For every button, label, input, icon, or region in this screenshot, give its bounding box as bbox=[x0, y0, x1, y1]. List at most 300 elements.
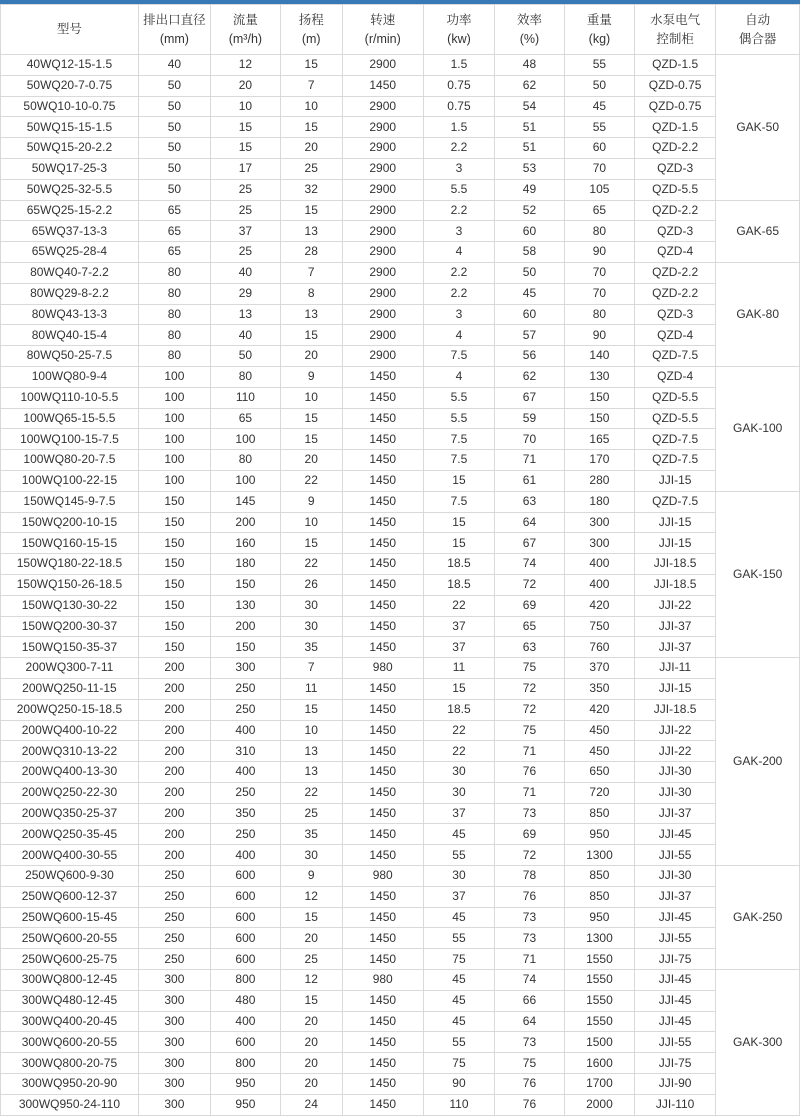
table-row bbox=[1, 429, 800, 450]
value-cell: 600 bbox=[210, 866, 280, 887]
table-row bbox=[1, 75, 800, 96]
value-cell: 64 bbox=[494, 1011, 564, 1032]
value-cell: 76 bbox=[494, 762, 564, 783]
value-cell: 15 bbox=[423, 470, 494, 491]
value-cell: 25 bbox=[280, 803, 342, 824]
value-cell: 73 bbox=[494, 1032, 564, 1053]
value-cell: QZD-7.5 bbox=[634, 491, 715, 512]
value-cell: 400 bbox=[210, 720, 280, 741]
table-row bbox=[1, 96, 800, 117]
value-cell: 1550 bbox=[564, 1011, 634, 1032]
value-cell: 76 bbox=[494, 1074, 564, 1095]
value-cell: 400 bbox=[210, 762, 280, 783]
value-cell: 80 bbox=[564, 304, 634, 325]
value-cell: 7.5 bbox=[423, 429, 494, 450]
value-cell: 100 bbox=[138, 470, 210, 491]
value-cell: 5.5 bbox=[423, 408, 494, 429]
value-cell: 50 bbox=[210, 346, 280, 367]
value-cell: 300 bbox=[138, 1032, 210, 1053]
model-cell: 250WQ600-9-30 bbox=[1, 866, 139, 887]
model-cell: 300WQ950-20-90 bbox=[1, 1074, 139, 1095]
value-cell: 400 bbox=[210, 1011, 280, 1032]
value-cell: 75 bbox=[494, 658, 564, 679]
column-label: 流量 bbox=[232, 13, 258, 28]
model-cell: 300WQ800-20-75 bbox=[1, 1053, 139, 1074]
value-cell: 50 bbox=[138, 158, 210, 179]
table-row bbox=[1, 949, 800, 970]
value-cell: 9 bbox=[280, 866, 342, 887]
table-row bbox=[1, 658, 800, 679]
value-cell: 15 bbox=[423, 533, 494, 554]
column-label: 排出口直径 bbox=[143, 13, 206, 28]
value-cell: 1450 bbox=[342, 75, 423, 96]
value-cell: 58 bbox=[494, 242, 564, 263]
value-cell: 28 bbox=[280, 242, 342, 263]
model-cell: 200WQ400-30-55 bbox=[1, 845, 139, 866]
value-cell: QZD-5.5 bbox=[634, 387, 715, 408]
value-cell: 950 bbox=[564, 907, 634, 928]
value-cell: 62 bbox=[494, 366, 564, 387]
table-row bbox=[1, 782, 800, 803]
value-cell: 200 bbox=[138, 678, 210, 699]
table-row bbox=[1, 845, 800, 866]
value-cell: 200 bbox=[210, 616, 280, 637]
column-label: 转速 bbox=[370, 13, 396, 28]
model-cell: 100WQ80-20-7.5 bbox=[1, 450, 139, 471]
value-cell: 2900 bbox=[342, 304, 423, 325]
column-unit: (kg) bbox=[588, 31, 611, 46]
table-row bbox=[1, 616, 800, 637]
value-cell: 2900 bbox=[342, 325, 423, 346]
value-cell: 130 bbox=[564, 366, 634, 387]
value-cell: 20 bbox=[280, 1053, 342, 1074]
value-cell: 250 bbox=[138, 866, 210, 887]
value-cell: 9 bbox=[280, 491, 342, 512]
value-cell: 75 bbox=[494, 720, 564, 741]
value-cell: 50 bbox=[138, 179, 210, 200]
value-cell: 150 bbox=[564, 408, 634, 429]
value-cell: JJI-55 bbox=[634, 845, 715, 866]
value-cell: 61 bbox=[494, 470, 564, 491]
value-cell: 72 bbox=[494, 678, 564, 699]
value-cell: 160 bbox=[210, 533, 280, 554]
value-cell: 15 bbox=[210, 138, 280, 159]
value-cell: 150 bbox=[138, 616, 210, 637]
value-cell: 1450 bbox=[342, 720, 423, 741]
value-cell: 1450 bbox=[342, 1011, 423, 1032]
value-cell: 78 bbox=[494, 866, 564, 887]
model-cell: 100WQ100-15-7.5 bbox=[1, 429, 139, 450]
value-cell: 0.75 bbox=[423, 75, 494, 96]
value-cell: 71 bbox=[494, 741, 564, 762]
value-cell: 90 bbox=[423, 1074, 494, 1095]
column-header-coupler bbox=[716, 5, 800, 55]
value-cell: 22 bbox=[280, 554, 342, 575]
table-row bbox=[1, 138, 800, 159]
value-cell: QZD-2.2 bbox=[634, 200, 715, 221]
table-row bbox=[1, 762, 800, 783]
value-cell: 45 bbox=[423, 907, 494, 928]
value-cell: 7 bbox=[280, 75, 342, 96]
coupler-group-cell: GAK-300 bbox=[716, 970, 800, 1116]
value-cell: 40 bbox=[210, 325, 280, 346]
value-cell: 22 bbox=[280, 782, 342, 803]
value-cell: 37 bbox=[210, 221, 280, 242]
value-cell: 850 bbox=[564, 803, 634, 824]
value-cell: JJI-45 bbox=[634, 1011, 715, 1032]
value-cell: 100 bbox=[138, 366, 210, 387]
value-cell: 15 bbox=[280, 990, 342, 1011]
value-cell: 18.5 bbox=[423, 554, 494, 575]
value-cell: 1450 bbox=[342, 678, 423, 699]
table-row bbox=[1, 970, 800, 991]
value-cell: JJI-55 bbox=[634, 1032, 715, 1053]
value-cell: 1450 bbox=[342, 429, 423, 450]
value-cell: 300 bbox=[138, 1011, 210, 1032]
value-cell: 15 bbox=[280, 408, 342, 429]
value-cell: 3 bbox=[423, 304, 494, 325]
value-cell: 20 bbox=[210, 75, 280, 96]
value-cell: 2900 bbox=[342, 179, 423, 200]
value-cell: 18.5 bbox=[423, 699, 494, 720]
model-cell: 100WQ65-15-5.5 bbox=[1, 408, 139, 429]
value-cell: 4 bbox=[423, 366, 494, 387]
value-cell: 76 bbox=[494, 886, 564, 907]
value-cell: QZD-4 bbox=[634, 242, 715, 263]
value-cell: 10 bbox=[280, 387, 342, 408]
column-label: 水泵电气 bbox=[650, 13, 701, 28]
value-cell: QZD-2.2 bbox=[634, 262, 715, 283]
value-cell: 200 bbox=[138, 741, 210, 762]
value-cell: 66 bbox=[494, 990, 564, 1011]
value-cell: 760 bbox=[564, 637, 634, 658]
value-cell: 1450 bbox=[342, 595, 423, 616]
value-cell: 250 bbox=[138, 907, 210, 928]
model-cell: 300WQ480-12-45 bbox=[1, 990, 139, 1011]
value-cell: 70 bbox=[564, 283, 634, 304]
column-unit: (r/min) bbox=[364, 31, 401, 46]
value-cell: 1300 bbox=[564, 928, 634, 949]
value-cell: 45 bbox=[564, 96, 634, 117]
value-cell: 22 bbox=[280, 470, 342, 491]
value-cell: 1450 bbox=[342, 574, 423, 595]
model-cell: 150WQ180-22-18.5 bbox=[1, 554, 139, 575]
value-cell: 800 bbox=[210, 970, 280, 991]
value-cell: QZD-7.5 bbox=[634, 450, 715, 471]
table-row bbox=[1, 408, 800, 429]
table-row bbox=[1, 990, 800, 1011]
value-cell: 100 bbox=[138, 408, 210, 429]
table-row bbox=[1, 242, 800, 263]
value-cell: QZD-5.5 bbox=[634, 408, 715, 429]
value-cell: 400 bbox=[564, 554, 634, 575]
value-cell: 1450 bbox=[342, 741, 423, 762]
model-cell: 300WQ400-20-45 bbox=[1, 1011, 139, 1032]
column-header-control_cabinet bbox=[634, 5, 715, 55]
value-cell: 250 bbox=[210, 782, 280, 803]
value-cell: 74 bbox=[494, 970, 564, 991]
table-body bbox=[1, 55, 800, 1116]
value-cell: 65 bbox=[564, 200, 634, 221]
column-label: 扬程 bbox=[298, 13, 324, 28]
value-cell: 420 bbox=[564, 595, 634, 616]
value-cell: 450 bbox=[564, 741, 634, 762]
table-row bbox=[1, 720, 800, 741]
value-cell: 100 bbox=[210, 470, 280, 491]
value-cell: 1450 bbox=[342, 450, 423, 471]
value-cell: 1450 bbox=[342, 886, 423, 907]
value-cell: 150 bbox=[138, 491, 210, 512]
value-cell: 200 bbox=[138, 720, 210, 741]
table-row bbox=[1, 1011, 800, 1032]
value-cell: 25 bbox=[280, 158, 342, 179]
value-cell: JJI-15 bbox=[634, 512, 715, 533]
model-cell: 150WQ150-35-37 bbox=[1, 637, 139, 658]
value-cell: 300 bbox=[138, 1053, 210, 1074]
table-row bbox=[1, 221, 800, 242]
value-cell: 150 bbox=[210, 574, 280, 595]
value-cell: 50 bbox=[138, 96, 210, 117]
value-cell: 350 bbox=[210, 803, 280, 824]
value-cell: 37 bbox=[423, 637, 494, 658]
value-cell: JJI-45 bbox=[634, 907, 715, 928]
value-cell: 2900 bbox=[342, 55, 423, 76]
value-cell: 53 bbox=[494, 158, 564, 179]
value-cell: 300 bbox=[138, 1074, 210, 1095]
value-cell: JJI-45 bbox=[634, 990, 715, 1011]
value-cell: 63 bbox=[494, 491, 564, 512]
value-cell: 100 bbox=[138, 450, 210, 471]
value-cell: 10 bbox=[280, 96, 342, 117]
value-cell: 150 bbox=[138, 533, 210, 554]
value-cell: 80 bbox=[138, 346, 210, 367]
column-label: 重量 bbox=[586, 13, 612, 28]
value-cell: 80 bbox=[138, 325, 210, 346]
value-cell: 1450 bbox=[342, 512, 423, 533]
value-cell: 90 bbox=[564, 325, 634, 346]
value-cell: 15 bbox=[280, 907, 342, 928]
model-cell: 50WQ15-20-2.2 bbox=[1, 138, 139, 159]
coupler-group-cell: GAK-100 bbox=[716, 366, 800, 491]
value-cell: 90 bbox=[564, 242, 634, 263]
value-cell: 200 bbox=[138, 699, 210, 720]
model-cell: 150WQ150-26-18.5 bbox=[1, 574, 139, 595]
value-cell: 73 bbox=[494, 907, 564, 928]
value-cell: 300 bbox=[564, 512, 634, 533]
value-cell: 165 bbox=[564, 429, 634, 450]
table-row bbox=[1, 387, 800, 408]
value-cell: 72 bbox=[494, 699, 564, 720]
table-row bbox=[1, 907, 800, 928]
value-cell: 1550 bbox=[564, 990, 634, 1011]
table-header bbox=[1, 5, 800, 55]
value-cell: 59 bbox=[494, 408, 564, 429]
model-cell: 50WQ15-15-1.5 bbox=[1, 117, 139, 138]
value-cell: 55 bbox=[423, 928, 494, 949]
value-cell: 11 bbox=[280, 678, 342, 699]
value-cell: JJI-90 bbox=[634, 1074, 715, 1095]
value-cell: 1450 bbox=[342, 928, 423, 949]
model-cell: 80WQ29-8-2.2 bbox=[1, 283, 139, 304]
table-row bbox=[1, 637, 800, 658]
table-row bbox=[1, 366, 800, 387]
value-cell: JJI-15 bbox=[634, 533, 715, 554]
value-cell: 25 bbox=[210, 200, 280, 221]
model-cell: 150WQ200-10-15 bbox=[1, 512, 139, 533]
column-unit: (m) bbox=[301, 31, 321, 46]
model-cell: 250WQ600-12-37 bbox=[1, 886, 139, 907]
value-cell: 130 bbox=[210, 595, 280, 616]
value-cell: 20 bbox=[280, 1011, 342, 1032]
value-cell: 1450 bbox=[342, 907, 423, 928]
value-cell: 20 bbox=[280, 450, 342, 471]
table-row bbox=[1, 450, 800, 471]
coupler-group-cell: GAK-150 bbox=[716, 491, 800, 657]
table-row bbox=[1, 886, 800, 907]
column-header-head bbox=[280, 5, 342, 55]
value-cell: 250 bbox=[210, 678, 280, 699]
value-cell: 300 bbox=[138, 990, 210, 1011]
value-cell: 1500 bbox=[564, 1032, 634, 1053]
model-cell: 300WQ950-24-110 bbox=[1, 1094, 139, 1115]
value-cell: 4 bbox=[423, 325, 494, 346]
value-cell: 65 bbox=[138, 242, 210, 263]
value-cell: 32 bbox=[280, 179, 342, 200]
table-row bbox=[1, 699, 800, 720]
value-cell: 12 bbox=[210, 55, 280, 76]
value-cell: 110 bbox=[423, 1094, 494, 1115]
value-cell: 145 bbox=[210, 491, 280, 512]
value-cell: 2.2 bbox=[423, 262, 494, 283]
value-cell: 310 bbox=[210, 741, 280, 762]
value-cell: 75 bbox=[494, 1053, 564, 1074]
table-row bbox=[1, 824, 800, 845]
value-cell: JJI-18.5 bbox=[634, 554, 715, 575]
value-cell: 55 bbox=[564, 55, 634, 76]
value-cell: 69 bbox=[494, 595, 564, 616]
model-cell: 300WQ600-20-55 bbox=[1, 1032, 139, 1053]
value-cell: 4 bbox=[423, 242, 494, 263]
coupler-group-cell: GAK-65 bbox=[716, 200, 800, 262]
value-cell: 17 bbox=[210, 158, 280, 179]
value-cell: 71 bbox=[494, 782, 564, 803]
value-cell: JJI-37 bbox=[634, 637, 715, 658]
table-row bbox=[1, 55, 800, 76]
column-header-efficiency bbox=[494, 5, 564, 55]
model-cell: 200WQ310-13-22 bbox=[1, 741, 139, 762]
value-cell: 75 bbox=[423, 949, 494, 970]
value-cell: QZD-3 bbox=[634, 221, 715, 242]
value-cell: QZD-0.75 bbox=[634, 96, 715, 117]
column-unit: (kw) bbox=[447, 31, 471, 46]
pump-spec-table bbox=[0, 4, 800, 1116]
value-cell: 200 bbox=[138, 658, 210, 679]
value-cell: 7.5 bbox=[423, 450, 494, 471]
value-cell: JJI-30 bbox=[634, 866, 715, 887]
value-cell: 150 bbox=[138, 554, 210, 575]
value-cell: 2900 bbox=[342, 117, 423, 138]
value-cell: 1450 bbox=[342, 616, 423, 637]
value-cell: 26 bbox=[280, 574, 342, 595]
column-label: 效率 bbox=[516, 13, 542, 28]
value-cell: 980 bbox=[342, 658, 423, 679]
value-cell: 48 bbox=[494, 55, 564, 76]
table-row bbox=[1, 491, 800, 512]
value-cell: 40 bbox=[210, 262, 280, 283]
value-cell: QZD-7.5 bbox=[634, 346, 715, 367]
value-cell: 15 bbox=[280, 117, 342, 138]
table-row bbox=[1, 1053, 800, 1074]
value-cell: 1450 bbox=[342, 366, 423, 387]
model-cell: 250WQ600-25-75 bbox=[1, 949, 139, 970]
value-cell: 51 bbox=[494, 117, 564, 138]
value-cell: 250 bbox=[210, 699, 280, 720]
value-cell: 13 bbox=[280, 304, 342, 325]
value-cell: 1450 bbox=[342, 1053, 423, 1074]
value-cell: 2.2 bbox=[423, 138, 494, 159]
value-cell: 850 bbox=[564, 866, 634, 887]
value-cell: 2.2 bbox=[423, 200, 494, 221]
value-cell: 150 bbox=[138, 595, 210, 616]
model-cell: 200WQ250-15-18.5 bbox=[1, 699, 139, 720]
value-cell: 600 bbox=[210, 928, 280, 949]
value-cell: 1550 bbox=[564, 970, 634, 991]
value-cell: 15 bbox=[280, 429, 342, 450]
coupler-group-cell: GAK-50 bbox=[716, 55, 800, 201]
coupler-group-cell: GAK-200 bbox=[716, 658, 800, 866]
value-cell: 13 bbox=[280, 221, 342, 242]
value-cell: 60 bbox=[494, 221, 564, 242]
value-cell: 15 bbox=[280, 533, 342, 554]
value-cell: 70 bbox=[494, 429, 564, 450]
value-cell: JJI-22 bbox=[634, 741, 715, 762]
value-cell: 400 bbox=[564, 574, 634, 595]
value-cell: 25 bbox=[210, 179, 280, 200]
value-cell: 25 bbox=[280, 949, 342, 970]
value-cell: 8 bbox=[280, 283, 342, 304]
value-cell: 720 bbox=[564, 782, 634, 803]
value-cell: 35 bbox=[280, 637, 342, 658]
model-cell: 65WQ37-13-3 bbox=[1, 221, 139, 242]
value-cell: 2900 bbox=[342, 221, 423, 242]
model-cell: 250WQ600-15-45 bbox=[1, 907, 139, 928]
value-cell: 64 bbox=[494, 512, 564, 533]
model-cell: 65WQ25-28-4 bbox=[1, 242, 139, 263]
value-cell: 150 bbox=[564, 387, 634, 408]
table-row bbox=[1, 262, 800, 283]
value-cell: 72 bbox=[494, 574, 564, 595]
table-row bbox=[1, 554, 800, 575]
value-cell: 5.5 bbox=[423, 179, 494, 200]
value-cell: 2900 bbox=[342, 242, 423, 263]
value-cell: 50 bbox=[138, 75, 210, 96]
value-cell: QZD-4 bbox=[634, 366, 715, 387]
value-cell: QZD-3 bbox=[634, 158, 715, 179]
value-cell: JJI-75 bbox=[634, 949, 715, 970]
value-cell: 80 bbox=[210, 450, 280, 471]
value-cell: 20 bbox=[280, 346, 342, 367]
value-cell: 15 bbox=[210, 117, 280, 138]
table-row bbox=[1, 512, 800, 533]
value-cell: 40 bbox=[138, 55, 210, 76]
value-cell: 150 bbox=[138, 574, 210, 595]
value-cell: QZD-5.5 bbox=[634, 179, 715, 200]
value-cell: 72 bbox=[494, 845, 564, 866]
value-cell: 20 bbox=[280, 138, 342, 159]
value-cell: 100 bbox=[138, 387, 210, 408]
value-cell: 73 bbox=[494, 928, 564, 949]
value-cell: JJI-18.5 bbox=[634, 699, 715, 720]
